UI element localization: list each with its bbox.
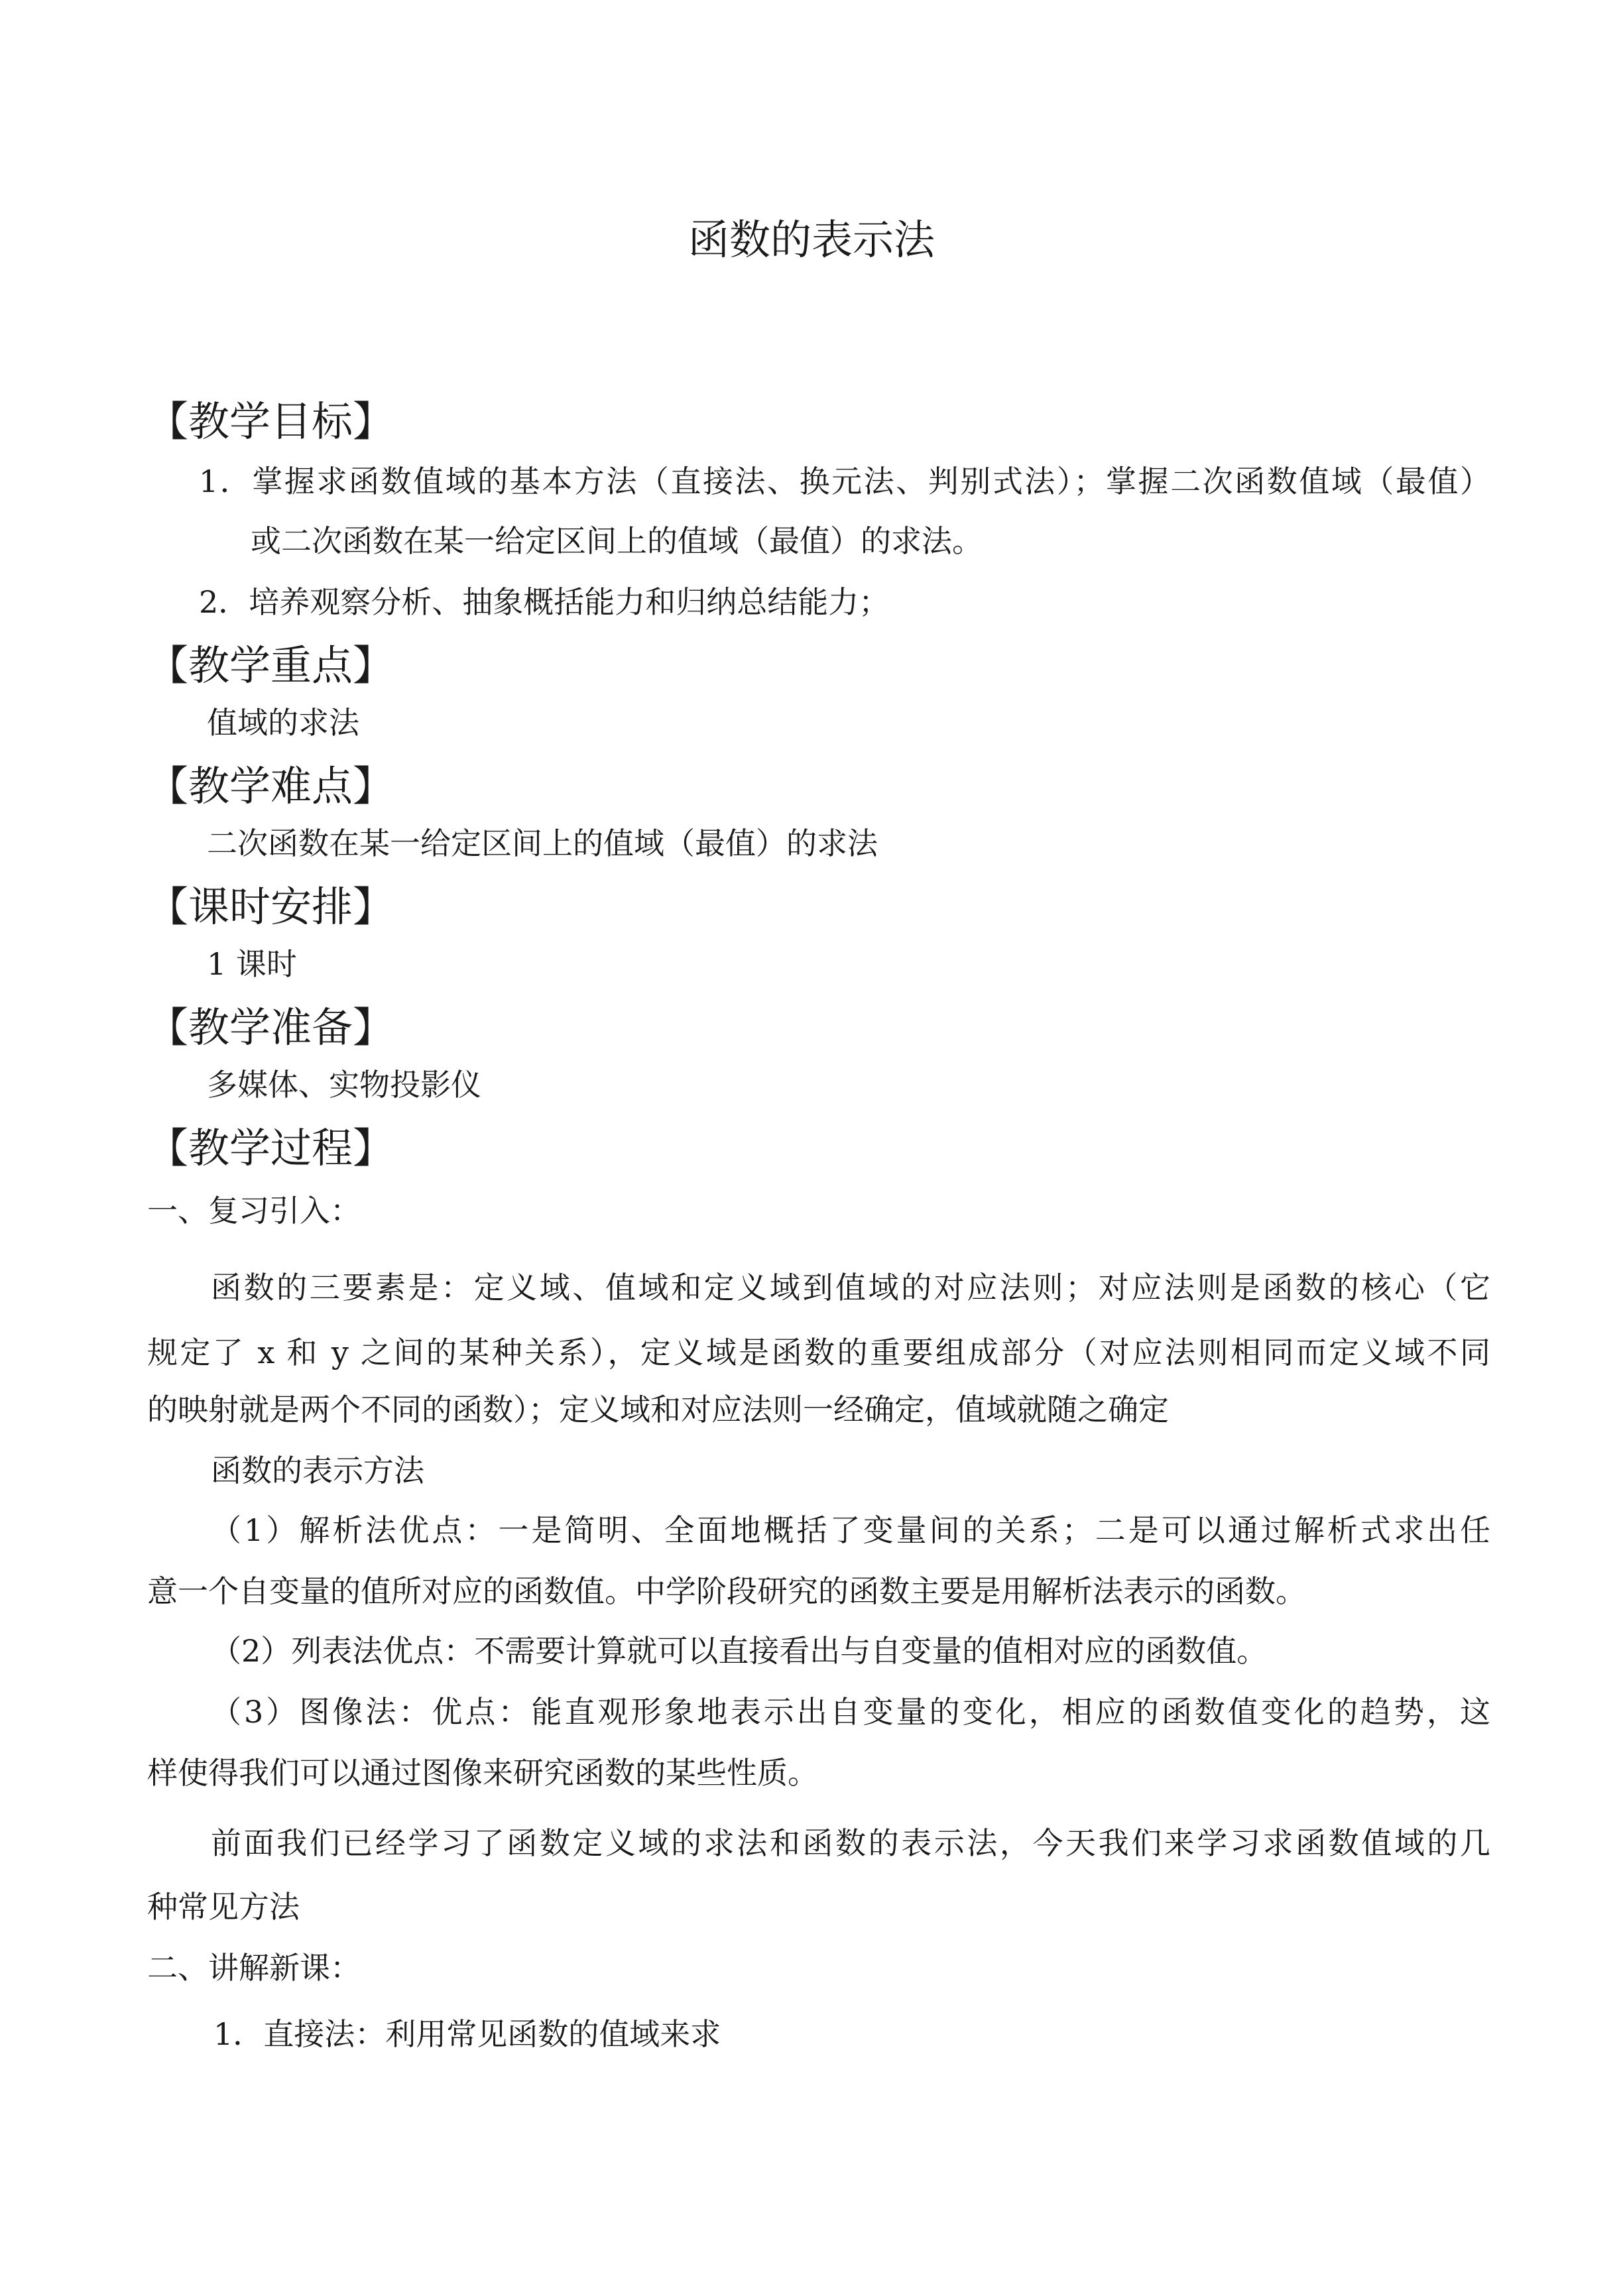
page-title: 函数的表示法 <box>688 215 935 264</box>
process-paragraph-1-line-3: 的映射就是两个不同的函数）；定义域和对应法则一经确定，值域就随之确定 <box>147 1392 1169 1427</box>
process-paragraph-1-line-2: 规定了 x 和 y 之间的某种关系），定义域是函数的重要组成部分（对应法则相同而定义域不同 <box>147 1335 1490 1370</box>
objective-item-1-line-1: 1．掌握求函数值域的基本方法（直接法、换元法、判别式法）；掌握二次函数值域（最值） <box>199 463 1490 499</box>
schedule-heading: 【课时安排】 <box>147 882 394 931</box>
process-paragraph-1-line-1: 函数的三要素是：定义域、值域和定义域到值域的对应法则；对应法则是函数的核心（它 <box>211 1270 1490 1305</box>
process-part-2-title: 二、讲解新课： <box>147 1950 361 1986</box>
process-paragraph-6-line-1: 前面我们已经学习了函数定义域的求法和函数的表示法，今天我们来学习求函数值域的几 <box>211 1825 1490 1861</box>
process-paragraph-5-line-1: （3）图像法：优点：能直观形象地表示出自变量的变化，相应的函数值变化的趋势，这 <box>211 1694 1490 1730</box>
process-part-1-title: 一、复习引入： <box>147 1193 361 1229</box>
preparation-heading: 【教学准备】 <box>147 1003 394 1052</box>
process-paragraph-3-line-2: 意一个自变量的值所对应的函数值。中学阶段研究的函数主要是用解析法表示的函数。 <box>147 1573 1306 1609</box>
process-heading: 【教学过程】 <box>147 1124 394 1172</box>
schedule-text: 1 课时 <box>207 946 297 982</box>
process-paragraph-6-line-2: 种常见方法 <box>147 1889 300 1925</box>
process-paragraph-4: （2）列表法优点：不需要计算就可以直接看出与自变量的值相对应的函数值。 <box>211 1633 1268 1669</box>
key-points-heading: 【教学重点】 <box>147 641 394 690</box>
objective-item-2: 2．培养观察分析、抽象概括能力和归纳总结能力； <box>199 584 890 620</box>
objective-item-1-line-2: 或二次函数在某一给定区间上的值域（最值）的求法。 <box>251 523 983 559</box>
preparation-text: 多媒体、实物投影仪 <box>207 1067 481 1103</box>
difficulties-heading: 【教学难点】 <box>147 762 394 810</box>
process-new-lesson-item-1: 1．直接法：利用常见函数的值域来求 <box>213 2016 721 2052</box>
process-paragraph-2: 函数的表示方法 <box>211 1453 424 1488</box>
process-paragraph-3-line-1: （1）解析法优点：一是简明、全面地概括了变量间的关系；二是可以通过解析式求出任 <box>211 1512 1490 1548</box>
process-paragraph-5-line-2: 样使得我们可以通过图像来研究函数的某些性质。 <box>147 1755 818 1791</box>
key-points-text: 值域的求法 <box>207 705 359 741</box>
difficulties-text: 二次函数在某一给定区间上的值域（最值）的求法 <box>207 825 878 861</box>
objectives-heading: 【教学目标】 <box>147 397 394 446</box>
